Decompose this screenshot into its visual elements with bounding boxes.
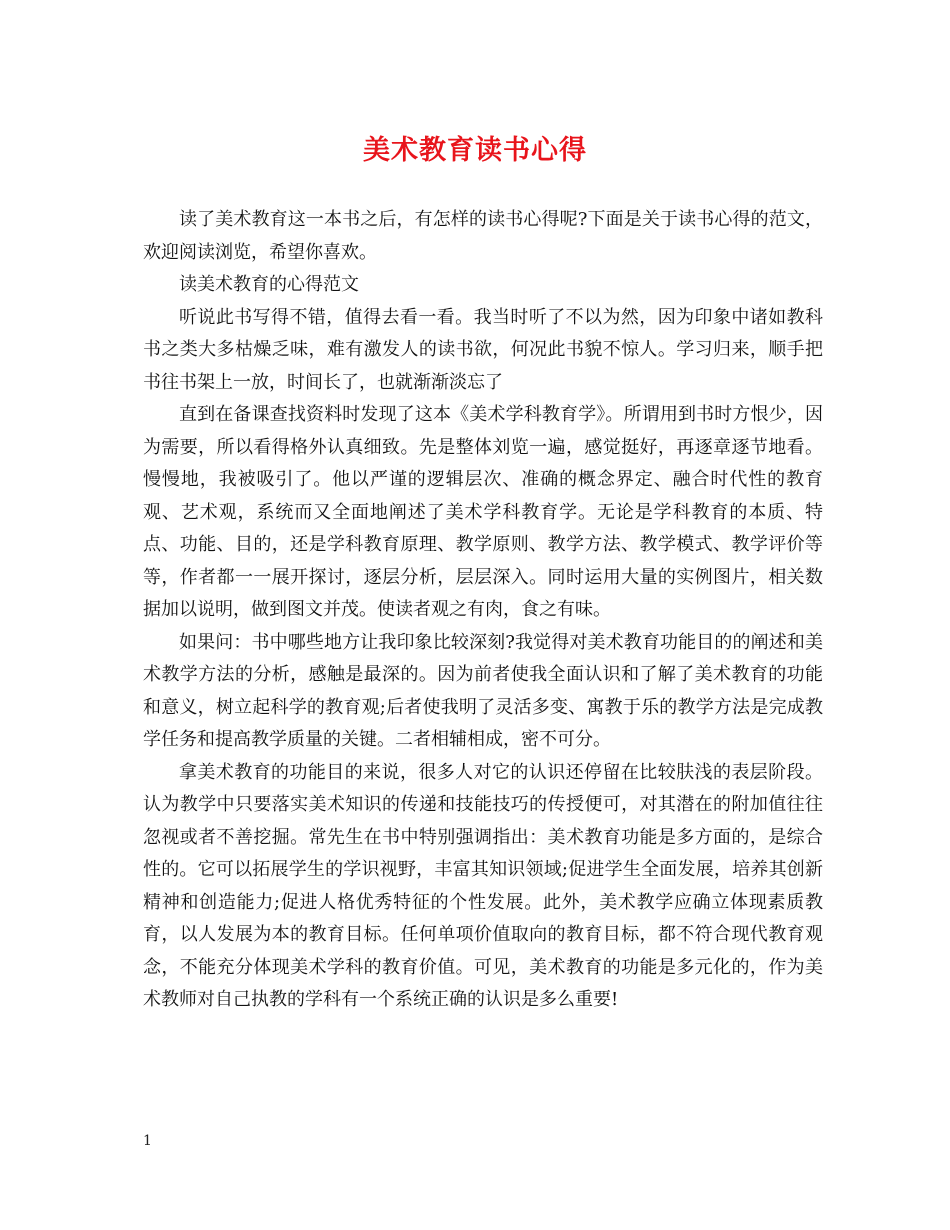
body-paragraph: 直到在备课查找资料时发现了这本《美术学科教育学》。所谓用到书时方恨少，因为需要，所以看得格外认真细致。先是整体刘览一遍，感觉挺好，再逐章逐节地看。慢慢地，我被吸引了。他以严谨的逻辑层次、准确的概念界定、融合时代性的教育观、艺术观，系统而又全面地阐述了美术学科教育学。无论是学科教育的本质、特点、功能、目的，还是学科教育原理、教学原则、教学方法、教学模式、教学评价等等，作者都一一展开探讨，逐层分析，层层深入。同时运用大量的实例图片，相关数据加以说明，做到图文并茂。使读者观之有肉，食之有味。 bbox=[143, 404, 823, 620]
page-number: 1 bbox=[143, 1133, 152, 1149]
intro-paragraph: 读了美术教育这一本书之后，有怎样的读书心得呢?下面是关于读书心得的范文，欢迎阅读浏览，希望你喜欢。 bbox=[143, 209, 823, 263]
body-paragraph: 听说此书写得不错，值得去看一看。我当时听了不以为然，因为印象中诸如教科书之类大多枯燥乏味，难有激发人的读书欲，何况此书貌不惊人。学习归来，顺手把书往书架上一放，时间长了，也就渐渐淡忘了 bbox=[143, 306, 823, 393]
body-paragraph: 拿美术教育的功能目的来说，很多人对它的认识还停留在比较肤浅的表层阶段。认为教学中只要落实美术知识的传递和技能技巧的传授便可，对其潜在的附加值往往忽视或者不善挖掘。常先生在书中特别强调指出：美术教育功能是多方面的，是综合性的。它可以拓展学生的学识视野，丰富其知识领域;促进学生全面发展，培养其创新精神和创造能力;促进人格优秀特征的个性发展。此外，美术教学应确立体现素质教育，以人发展为本的教育目标。任何单项价值取向的教育目标，都不符合现代教育观念，不能充分体现美术学科的教育价值。可见，美术教育的功能是多元化的，作为美术教师对自己执教的学科有一个系统正确的认识是多么重要! bbox=[143, 761, 823, 1010]
document-body bbox=[143, 204, 823, 1017]
body-paragraph: 如果问：书中哪些地方让我印象比较深刻?我觉得对美术教育功能目的的阐述和美术教学方法的分析，感触是最深的。因为前者使我全面认识和了解了美术教育的功能和意义，树立起科学的教育观;后者使我明了灵活多变、寓教于乐的教学方法是完成教学任务和提高教学质量的关键。二者相辅相成，密不可分。 bbox=[143, 631, 823, 750]
section-heading: 读美术教育的心得范文 bbox=[179, 274, 359, 295]
document-title: 美术教育读书心得 bbox=[363, 135, 587, 166]
